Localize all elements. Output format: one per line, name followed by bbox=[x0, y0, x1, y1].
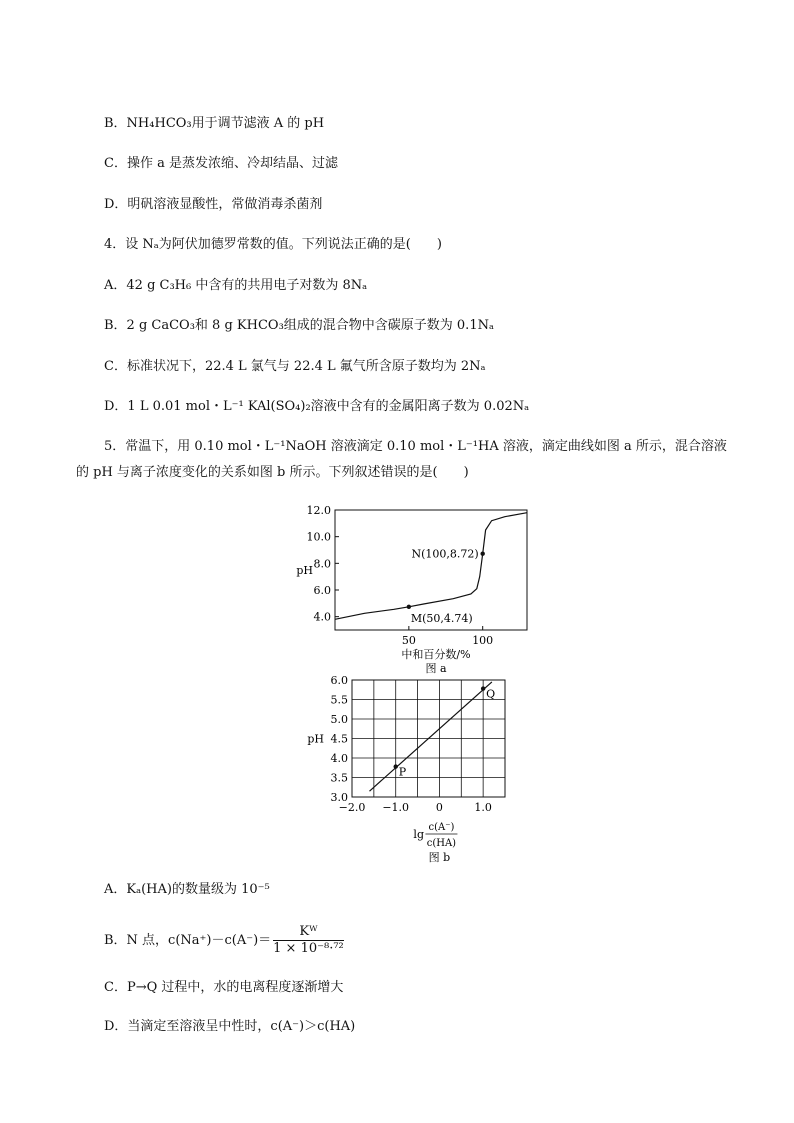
q4-stem: 4．设 Nₐ为阿伏加德罗常数的值。下列说法正确的是( ) bbox=[104, 237, 442, 252]
q5-option-b-prefix: B．N 点，c(Na⁺)－c(A⁻)＝ bbox=[104, 933, 272, 948]
q5-option-a: A．Kₐ(HA)的数量级为 10⁻⁵ bbox=[104, 882, 270, 897]
chart-a-xtick-label: 100 bbox=[472, 634, 494, 647]
chart-b-title: 图 b bbox=[428, 851, 451, 864]
chart-b-xtick-label: −1.0 bbox=[382, 801, 410, 814]
chart-a-ytick-label: 10.0 bbox=[306, 530, 331, 544]
chart-b-point-label: P bbox=[398, 765, 407, 779]
chart-a-point bbox=[480, 552, 484, 556]
chart-a-ytick-label: 6.0 bbox=[313, 584, 331, 597]
chart-b-xlabel-num: c(A⁻) bbox=[428, 822, 455, 833]
chart-b bbox=[0, 672, 794, 872]
chart-b-point bbox=[481, 686, 485, 690]
chart-b-ylabel: pH bbox=[307, 732, 324, 746]
chart-a-ylabel: pH bbox=[296, 564, 313, 577]
chart-b-ytick-label: 4.5 bbox=[330, 732, 348, 746]
q4-option-d: D．1 L 0.01 mol・L⁻¹ KAl(SO₄)₂溶液中含有的金属阳离子数为 0.02Nₐ bbox=[104, 399, 530, 414]
q4-option-c: C．标准状况下，22.4 L 氯气与 22.4 L 氟气所含原子数均为 2Nₐ bbox=[104, 359, 486, 374]
chart-a-point-label: N(100,8.72) bbox=[411, 547, 479, 561]
q5-option-b-denominator: 1 × 10⁻⁸·⁷² bbox=[273, 941, 344, 956]
chart-b-ytick-label: 5.5 bbox=[330, 693, 348, 707]
chart-a-xtick-label: 50 bbox=[401, 634, 416, 647]
q3-option-d: D．明矾溶液显酸性，常做消毒杀菌剂 bbox=[104, 197, 323, 212]
chart-b-ytick-label: 6.0 bbox=[330, 674, 348, 687]
chart-b-ytick-label: 3.0 bbox=[330, 791, 348, 804]
chart-b-ytick-label: 3.5 bbox=[330, 771, 348, 785]
q3-option-b: B．NH₄HCO₃用于调节滤液 A 的 pH bbox=[104, 116, 325, 131]
chart-a-ytick-label: 8.0 bbox=[313, 557, 331, 571]
chart-a-title: 图 a bbox=[425, 662, 447, 675]
chart-b-series-line bbox=[369, 682, 491, 791]
chart-a bbox=[0, 498, 794, 688]
chart-b-xtick-label: 1.0 bbox=[474, 801, 492, 814]
q5-option-b bbox=[104, 924, 346, 957]
chart-a-xlabel: 中和百分数/% bbox=[401, 648, 471, 661]
chart-b-xtick-label: −2.0 bbox=[338, 801, 366, 814]
chart-b-xlabel-den: c(HA) bbox=[426, 838, 457, 849]
q4-option-b: B．2 g CaCO₃和 8 g KHCO₃组成的混合物中含碳原子数为 0.1Nₐ bbox=[104, 318, 494, 333]
q3-option-c: C．操作 a 是蒸发浓缩、冷却结晶、过滤 bbox=[104, 156, 338, 171]
q5-option-d: D．当滴定至溶液呈中性时，c(A⁻)＞c(HA) bbox=[104, 1019, 356, 1034]
chart-b-xtick-label: 0 bbox=[435, 801, 443, 814]
chart-b-point-label: Q bbox=[486, 687, 496, 701]
chart-b-xlabel-prefix: lg bbox=[413, 828, 424, 841]
chart-a-series-line bbox=[335, 513, 527, 620]
chart-a-ytick-label: 12.0 bbox=[306, 504, 331, 517]
q5-option-c: C．P→Q 过程中，水的电离程度逐渐增大 bbox=[104, 980, 344, 995]
chart-a-point bbox=[407, 605, 411, 609]
q5-stem-line1: 5．常温下，用 0.10 mol・L⁻¹NaOH 溶液滴定 0.10 mol・L⁻¹HA 溶液，滴定曲线如图 a 所示，混合溶液 bbox=[104, 439, 727, 454]
q5-option-b-numerator: Kᵂ bbox=[273, 924, 344, 941]
q4-option-a: A．42 g C₃H₆ 中含有的共用电子对数为 8Nₐ bbox=[104, 278, 368, 293]
chart-b-ytick-label: 5.0 bbox=[330, 713, 348, 726]
q5-stem-line2: 的 pH 与离子浓度变化的关系如图 b 所示。下列叙述错误的是( ) bbox=[76, 465, 469, 480]
chart-b-ytick-label: 4.0 bbox=[330, 752, 348, 765]
chart-a-ytick-label: 4.0 bbox=[313, 610, 331, 624]
chart-a-point-label: M(50,4.74) bbox=[410, 611, 473, 625]
chart-b-point bbox=[394, 764, 398, 768]
q5-option-b-fraction bbox=[273, 924, 344, 957]
